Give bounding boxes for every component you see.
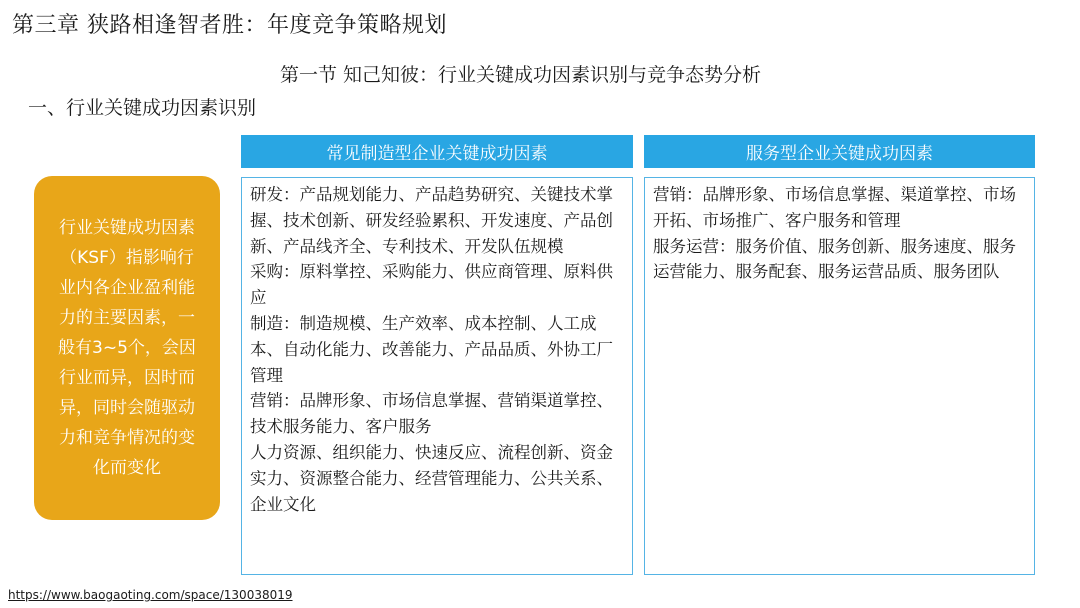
manufacturing-factor-general: 人力资源、组织能力、快速反应、流程创新、资金实力、资源整合能力、经营管理能力、公共关系、企业文化 xyxy=(250,442,613,514)
service-factors-box xyxy=(644,177,1035,575)
manufacturing-factors-list xyxy=(250,182,626,517)
manufacturing-factor-marketing: 营销：品牌形象、市场信息掌握、营销渠道掌控、技术服务能力、客户服务 xyxy=(250,391,613,437)
ksf-definition-box xyxy=(34,176,220,520)
service-column-header: 服务型企业关键成功因素 xyxy=(644,135,1035,168)
service-factor-marketing: 营销：品牌形象、市场信息掌握、渠道掌控、市场开拓、市场推广、客户服务和管理 xyxy=(653,185,1016,230)
source-link[interactable]: https://www.baogaoting.com/space/130038019 xyxy=(8,588,293,602)
chapter-title: 第三章 狭路相逢智者胜：年度竞争策略规划 xyxy=(12,13,447,38)
sub-heading: 一、行业关键成功因素识别 xyxy=(28,97,257,119)
manufacturing-column-header: 常见制造型企业关键成功因素 xyxy=(241,135,633,168)
service-factor-operations: 服务运营：服务价值、服务创新、服务速度、服务运营能力、服务配套、服务运营品质、服务团队 xyxy=(653,236,1016,282)
service-factors-list xyxy=(653,182,1028,285)
ksf-definition-text: 行业关键成功因素（KSF）指影响行业内各企业盈利能力的主要因素，一般有3~5个，会因行业而异，因时而异，同时会随驱动力和竞争情况的变化而变化 xyxy=(58,218,196,478)
manufacturing-factors-box xyxy=(241,177,633,575)
manufacturing-factor-production: 制造：制造规模、生产效率、成本控制、人工成本、自动化能力、改善能力、产品品质、外协工厂管理 xyxy=(250,313,613,385)
manufacturing-factor-rd: 研发：产品规划能力、产品趋势研究、关键技术掌握、技术创新、研发经验累积、开发速度、产品创新、产品线齐全、专利技术、开发队伍规模 xyxy=(250,185,613,256)
section-title: 第一节 知己知彼：行业关键成功因素识别与竞争态势分析 xyxy=(280,64,762,86)
manufacturing-factor-purchasing: 采购：原料掌控、采购能力、供应商管理、原料供应 xyxy=(250,262,613,308)
